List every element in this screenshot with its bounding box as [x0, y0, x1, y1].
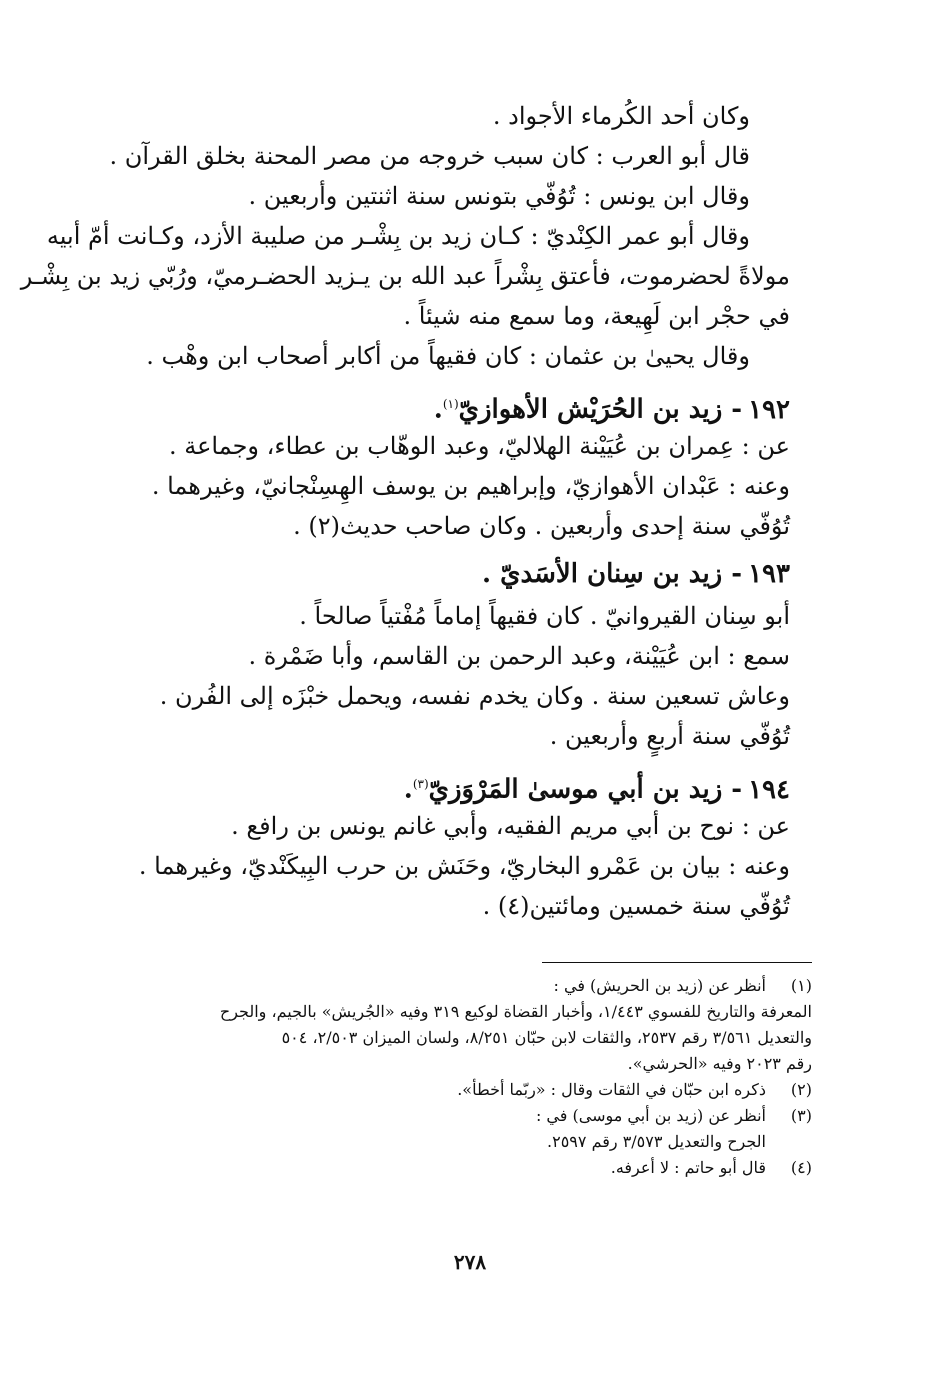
footnote-line: والتعديل ٣/٥٦١ رقم ٢٥٣٧، والثقات لابن حبّان ٨/٢٥١، ولسان الميزان ٢/٥٠٣، ٥٠٤ [281, 1028, 812, 1047]
footnote-divider [542, 962, 812, 963]
entry-heading: ١٩٢- زيد بن الحُرَيْش الأهوازيّ$^{(١)}$. [433, 394, 790, 425]
entry-title: - زيد بن أبي موسىٰ المَرْوَزيّ [428, 774, 743, 805]
footnote-ref: (١) [442, 397, 459, 411]
footnote-mark: (٤) [790, 1158, 812, 1177]
text-line: سمع : ابن عُيَيْنة، وعبد الرحمن بن القاسم، وأبا ضَمْرة . [248, 642, 790, 670]
footnote-mark: (١) [790, 976, 812, 995]
footnote [128, 1077, 812, 1103]
entry-title: - زيد بن الحُرَيْش الأهوازيّ [458, 394, 743, 425]
text-line: وعنه : بيان بن عَمْرو البخاريّ، وحَنَش بن حرب البِيكَنْديّ، وغيرهما . [138, 852, 790, 880]
text-line: تُوُفّي سنة إحدى وأربعين . وكان صاحب حديث(٢) . [293, 512, 790, 540]
main-text [20, 96, 790, 926]
footnote-line: أنظر عن (زيد بن أبي موسى) في : [535, 1106, 766, 1125]
text-line: مولاةً لحضرموت، فأعتق بِشْراً عبد الله بن يـزيد الحضـرميّ، ورُبّي زيد بن بِشْـر [20, 262, 790, 290]
footnotes [128, 962, 812, 1181]
text-line: وعاش تسعين سنة . وكان يخدم نفسه، ويحمل خبْزَه إلى الفُرن . [159, 682, 790, 710]
footnote-line: المعرفة والتاريخ للفسوي ١/٤٤٣، وأخبار القضاة لوكيع ٣١٩ وفيه «الجُريش» بالجيم، والجرح [219, 1002, 812, 1021]
entry-number: ١٩٣ [748, 559, 790, 589]
text-line: تُوُفّي سنة أربعٍ وأربعين . [549, 722, 790, 750]
footnote-mark: (٣) [790, 1106, 812, 1125]
footnote-line: الجرح والتعديل ٣/٥٧٣ رقم ٢٥٩٧. [547, 1132, 766, 1151]
text-line: وقال يحيىٰ بن عثمان : كان فقيهاً من أكابر أصحاب ابن وهْب . [146, 342, 750, 370]
footnote-mark: (٢) [790, 1080, 812, 1099]
entry-number: ١٩٢ [748, 394, 790, 425]
text-line: تُوُفّي سنة خمسين ومائتين(٤) . [482, 892, 790, 920]
footnote-line: رقم ٢٠٢٣ وفيه «الحرشي». [627, 1054, 812, 1073]
footnote-line: أنظر عن (زيد بن الحريش) في : [553, 976, 766, 995]
text-line: عن : نوح بن أبي مريم الفقيه، وأبي غانم يونس بن رافع . [231, 812, 790, 840]
text-line: عن : عِمران بن عُيَيْنة الهلاليّ، وعبد الوهّاب بن عطاء، وجماعة . [168, 432, 790, 460]
entry-heading [128, 552, 790, 596]
footnote [128, 1155, 812, 1181]
footnote [128, 1129, 812, 1155]
entry-number: ١٩٤ [748, 774, 790, 805]
entry-heading: ١٩٤- زيد بن أبي موسىٰ المَرْوَزيّ$^{(٣)}$. [403, 774, 790, 805]
footnote-line: ذكره ابن حبّان في الثقات وقال : «ربّما أخطأ». [457, 1080, 766, 1099]
entry-title: - زيد بن سِنان الأسَديّ . [482, 559, 743, 589]
text-line: وقال أبو عمر الكِنْديّ : كـان زيد بن بِشْـر من صليبة الأزد، وكـانت أمّ أبيه [46, 222, 750, 250]
text-line: وكان أحد الكُرماء الأجواد . [492, 102, 750, 130]
footnote-line: قال أبو حاتم : لا أعرفه. [610, 1158, 766, 1177]
text-line: في حجْر ابن لَهِيعة، وما سمع منه شيئاً . [403, 302, 790, 330]
page-number: ٢٧٨ [453, 1250, 487, 1274]
text-line: أبو سِنان القيروانيّ . كان فقيهاً إماماً مُفْتياً صالحاً . [299, 602, 790, 630]
text-line: وعنه : عَبْدان الأهوازيّ، وإبراهيم بن يوسف الهِسِنْجانيّ، وغيرهما . [151, 472, 790, 500]
footnote [128, 1103, 812, 1129]
footnote [128, 973, 812, 999]
text-line: وقال ابن يونس : تُوُفّي بتونس سنة اثنتين وأربعين . [248, 182, 750, 210]
footnote-ref: (٣) [412, 777, 429, 791]
text-line: قال أبو العرب : كان سبب خروجه من مصر المحنة بخلق القرآن . [109, 142, 750, 170]
